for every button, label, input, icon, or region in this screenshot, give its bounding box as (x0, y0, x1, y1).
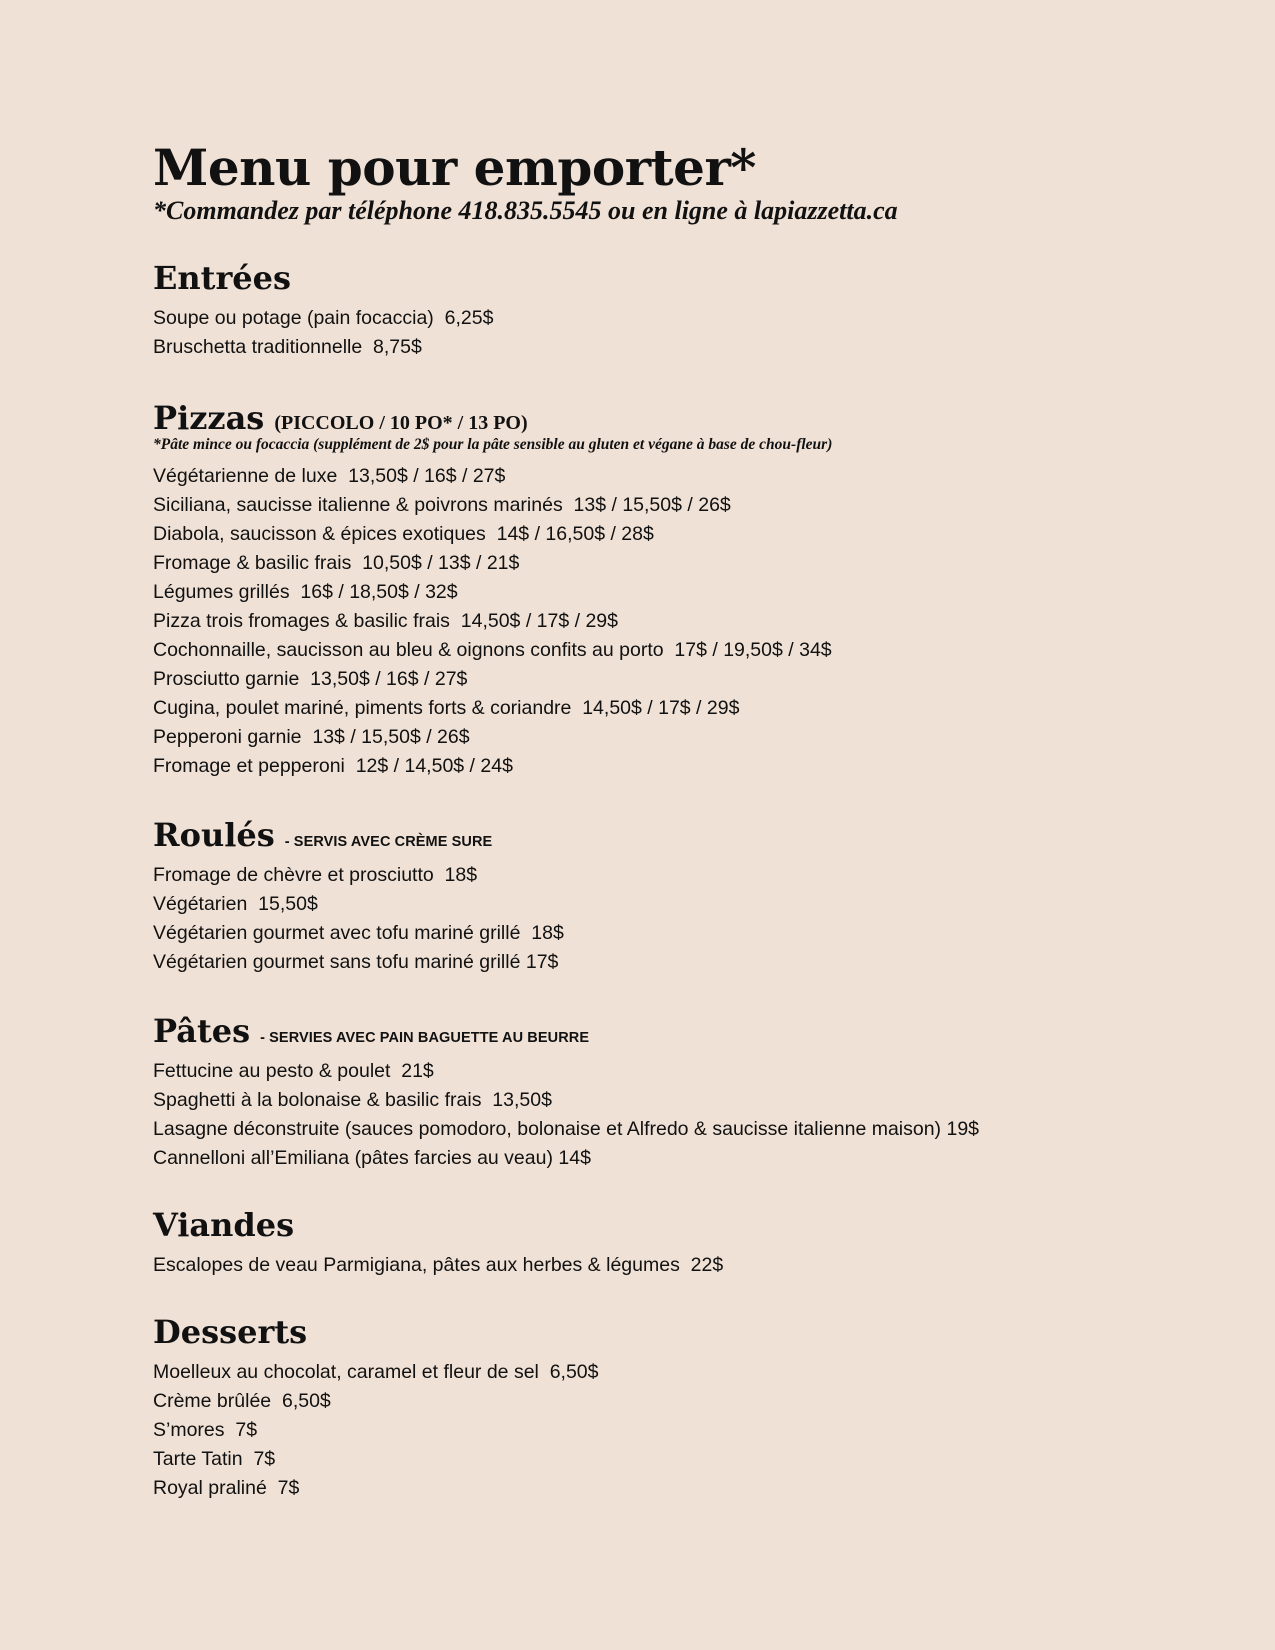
section-header (153, 815, 1153, 855)
menu-item: Pizza trois fromages & basilic frais 14,50$ / 17$ / 29$ (153, 610, 618, 632)
section-viandes (153, 1205, 1153, 1280)
item-list (153, 861, 1153, 977)
menu-item: Végétarien gourmet sans tofu mariné grillé 17$ (153, 951, 559, 973)
menu-item: Fettucine au pesto & poulet 21$ (153, 1060, 434, 1082)
section-title: Roulés (153, 816, 275, 854)
section-title: Viandes (153, 1206, 295, 1244)
menu-item: Crème brûlée 6,50$ (153, 1390, 331, 1412)
section-header (153, 1011, 1153, 1051)
menu-item: Cugina, poulet mariné, piments forts & coriandre 14,50$ / 17$ / 29$ (153, 697, 740, 719)
menu-item: Spaghetti à la bolonaise & basilic frais 13,50$ (153, 1089, 552, 1111)
section-header (153, 1205, 1153, 1245)
section-header (153, 258, 1153, 298)
pizza-dough-note: *Pâte mince ou focaccia (supplément de 2$ pour la pâte sensible au gluten et végane à base de chou-fleur) (153, 436, 833, 453)
item-list (153, 1358, 1153, 1503)
section-roules (153, 815, 1153, 977)
item-list (153, 1251, 1153, 1280)
menu-item: Escalopes de veau Parmigiana, pâtes aux herbes & légumes 22$ (153, 1254, 724, 1276)
menu-item: Végétarienne de luxe 13,50$ / 16$ / 27$ (153, 465, 506, 487)
order-info: *Commandez par téléphone 418.835.5545 ou en ligne à lapiazzetta.ca (153, 196, 898, 225)
section-entrees (153, 258, 1153, 362)
menu-page (153, 140, 1153, 1503)
section-desserts (153, 1312, 1153, 1503)
menu-item: Fromage & basilic frais 10,50$ / 13$ / 21$ (153, 552, 520, 574)
menu-item: Cochonnaille, saucisson au bleu & oignons confits au porto 17$ / 19,50$ / 34$ (153, 639, 832, 661)
menu-item: Fromage et pepperoni 12$ / 14,50$ / 24$ (153, 755, 513, 777)
item-list (153, 304, 1153, 362)
item-list (153, 1057, 1153, 1173)
section-title: Pizzas (153, 399, 265, 437)
section-header (153, 1312, 1153, 1352)
menu-item: Végétarien 15,50$ (153, 893, 318, 915)
section-title: Pâtes (153, 1012, 251, 1050)
menu-item: Prosciutto garnie 13,50$ / 16$ / 27$ (153, 668, 468, 690)
menu-item: S’mores 7$ (153, 1419, 258, 1441)
pizza-sizes: (PICCOLO / 10 PO* / 13 PO) (274, 412, 528, 434)
section-header (153, 398, 1153, 438)
menu-item: Soupe ou potage (pain focaccia) 6,25$ (153, 307, 494, 329)
menu-item: Tarte Tatin 7$ (153, 1448, 276, 1470)
menu-item: Végétarien gourmet avec tofu mariné grillé 18$ (153, 922, 564, 944)
menu-item: Royal praliné 7$ (153, 1477, 300, 1499)
menu-item: Lasagne déconstruite (sauces pomodoro, bolonaise et Alfredo & saucisse italienne maison) 19$ (153, 1118, 980, 1140)
item-list (153, 462, 1153, 781)
section-subtitle: - SERVIS AVEC CRÈME SURE (284, 834, 493, 850)
menu-item: Diabola, saucisson & épices exotiques 14$ / 16,50$ / 28$ (153, 523, 654, 545)
menu-item: Cannelloni all’Emiliana (pâtes farcies au veau) 14$ (153, 1147, 591, 1169)
section-pates (153, 1011, 1153, 1173)
menu-item: Légumes grillés 16$ / 18,50$ / 32$ (153, 581, 458, 603)
section-pizzas (153, 398, 1153, 781)
menu-item: Moelleux au chocolat, caramel et fleur de sel 6,50$ (153, 1361, 599, 1383)
section-subtitle: - SERVIES AVEC PAIN BAGUETTE AU BEURRE (260, 1030, 590, 1046)
section-title: Desserts (153, 1313, 308, 1351)
menu-item: Bruschetta traditionnelle 8,75$ (153, 336, 422, 358)
section-title: Entrées (153, 259, 292, 297)
page-title: Menu pour emporter* (153, 138, 756, 197)
menu-item: Siciliana, saucisse italienne & poivrons marinés 13$ / 15,50$ / 26$ (153, 494, 731, 516)
menu-item: Fromage de chèvre et prosciutto 18$ (153, 864, 478, 886)
menu-item: Pepperoni garnie 13$ / 15,50$ / 26$ (153, 726, 470, 748)
